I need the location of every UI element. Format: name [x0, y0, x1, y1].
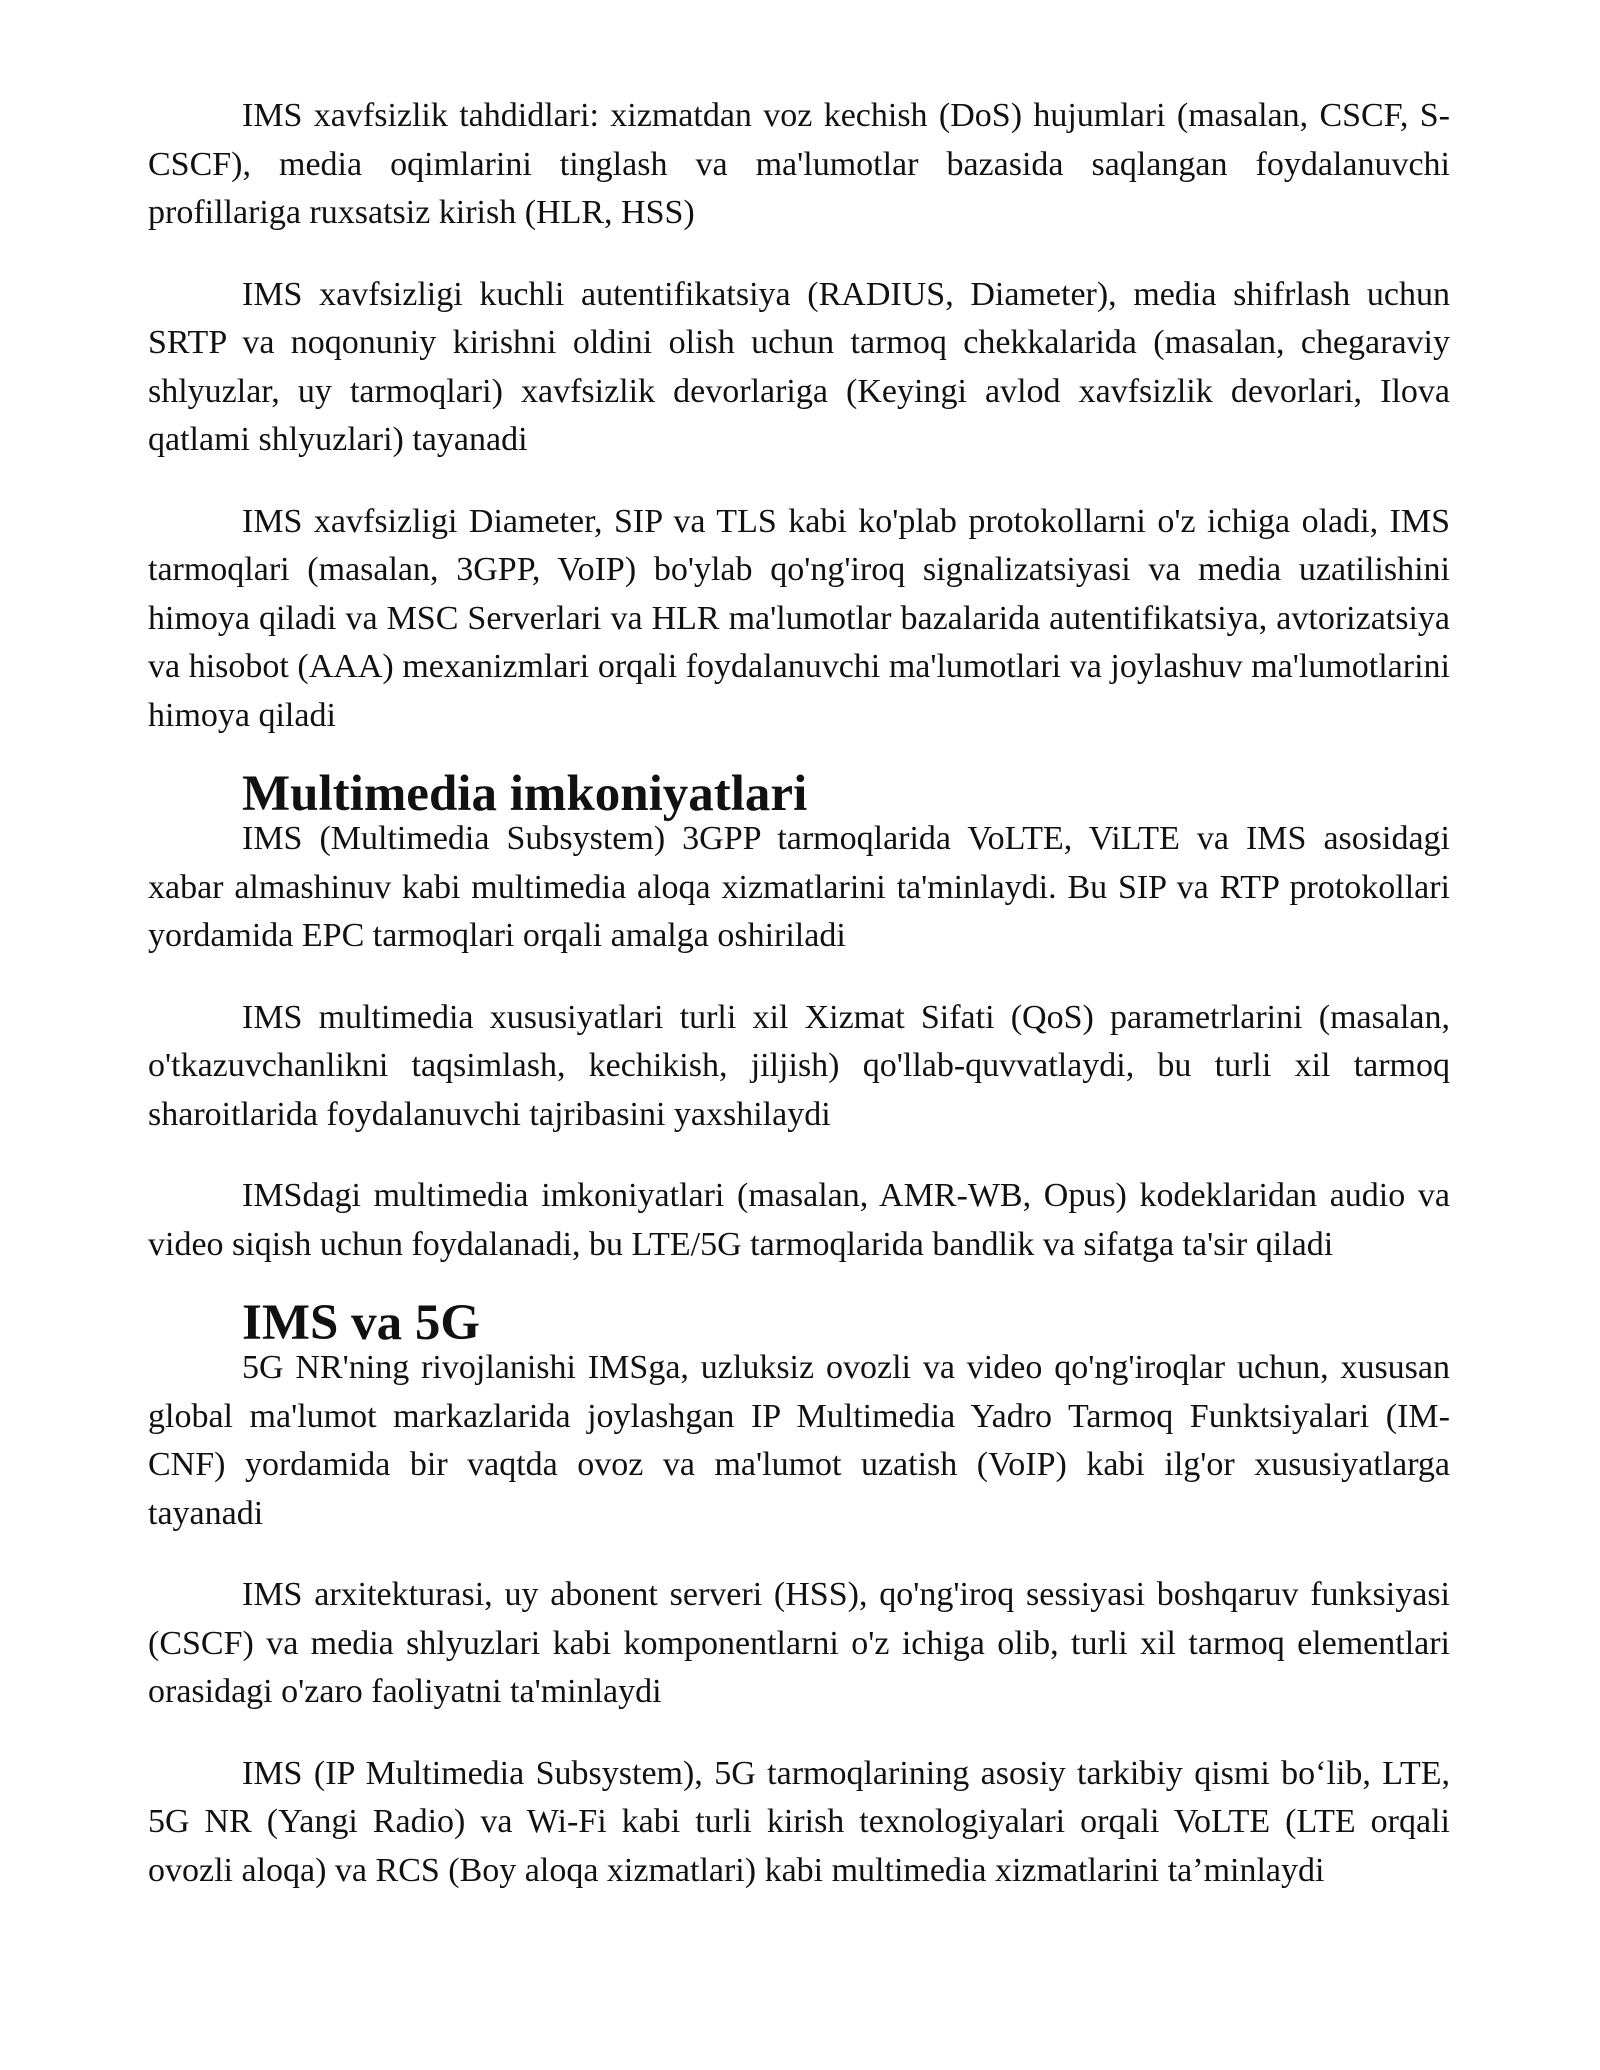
- section-multimedia: [148, 766, 1450, 1269]
- paragraph-security-authentication: IMS xavfsizligi kuchli autentifikatsiya (RADIUS, Diameter), media shifrlash uchun SRTP va noqonuniy kirishni oldini olish uchun tarmoq chekkalarida (masalan, chegaraviy shlyuzlar, uy tarmoqlari) xavfsizlik devorlariga (Keyingi avlod xavfsizlik devorlari, Ilova qatlami shlyuzlari) tayanadi: [148, 275, 1450, 458]
- paragraph-security-threats: IMS xavfsizlik tahdidlari: xizmatdan voz kechish (DoS) hujumlari (masalan, CSCF, S-CSCF), media oqimlarini tinglash va ma'lumotlar bazasida saqlangan foydalanuvchi profillariga ruxsatsiz kirish (HLR, HSS): [148, 97, 1450, 231]
- paragraph-ims-5g-core: IMS (IP Multimedia Subsystem), 5G tarmoqlarining asosiy tarkibiy qismi bo‘lib, LTE, 5G NR (Yangi Radio) va Wi-Fi kabi turli kirish texnologiyalari orqali VoLTE (LTE orqali ovozli aloqa) va RCS (Boy aloqa xizmatlari) kabi multimedia xizmatlarini ta’minlaydi: [148, 1754, 1450, 1889]
- paragraph-multimedia-qos: IMS multimedia xususiyatlari turli xil Xizmat Sifati (QoS) parametrlarini (masalan, o'tkazuvchanlikni taqsimlash, kechikish, jiljish) qo'llab-quvvatlaydi, bu turli xil tarmoq sharoitlarida foydalanuvchi tajribasini yaxshilaydi: [148, 998, 1450, 1133]
- paragraph-multimedia-services: IMS (Multimedia Subsystem) 3GPP tarmoqlarida VoLTE, ViLTE va IMS asosidagi xabar almashinuv kabi multimedia aloqa xizmatlarini ta'minlaydi. Bu SIP va RTP protokollari yordamida EPC tarmoqlari orqali amalga oshiriladi: [148, 820, 1450, 954]
- paragraph-ims-architecture: IMS arxitekturasi, uy abonent serveri (HSS), qo'ng'iroq sessiyasi boshqaruv funksiyasi (CSCF) va media shlyuzlari kabi komponentlarni o'z ichiga olib, turli xil tarmoq elementlari orasidagi o'zaro faoliyatni ta'minlaydi: [148, 1576, 1450, 1710]
- paragraph-5g-nr: 5G NR'ning rivojlanishi IMSga, uzluksiz ovozli va video qo'ng'iroqlar uchun, xususan global ma'lumot markazlarida joylashgan IP Multimedia Yadro Tarmoq Funktsiyalari (IM-CNF) yordamida bir vaqtda ovoz va ma'lumot uzatish (VoIP) kabi ilg'or xususiyatlarga tayanadi: [148, 1349, 1450, 1532]
- heading-multimedia: Multimedia imkoniyatlari: [242, 766, 808, 822]
- section-ims-5g: [148, 1295, 1450, 1895]
- heading-ims-5g: IMS va 5G: [242, 1295, 481, 1351]
- document-page: [148, 92, 1450, 1928]
- paragraph-multimedia-codecs: IMSdagi multimedia imkoniyatlari (masalan, AMR-WB, Opus) kodeklaridan audio va video siqish uchun foydalanadi, bu LTE/5G tarmoqlarida bandlik va sifatga ta'sir qiladi: [148, 1177, 1450, 1263]
- paragraph-security-protocols: IMS xavfsizligi Diameter, SIP va TLS kabi ko'plab protokollarni o'z ichiga oladi, IMS tarmoqlari (masalan, 3GPP, VoIP) bo'ylab qo'ng'iroq signalizatsiyasi va media uzatilishini himoya qiladi va MSC Serverlari va HLR ma'lumotlar bazalarida autentifikatsiya, avtorizatsiya va hisobot (AAA) mexanizmlari orqali foydalanuvchi ma'lumotlari va joylashuv ma'lumotlarini himoya qiladi: [148, 502, 1450, 734]
